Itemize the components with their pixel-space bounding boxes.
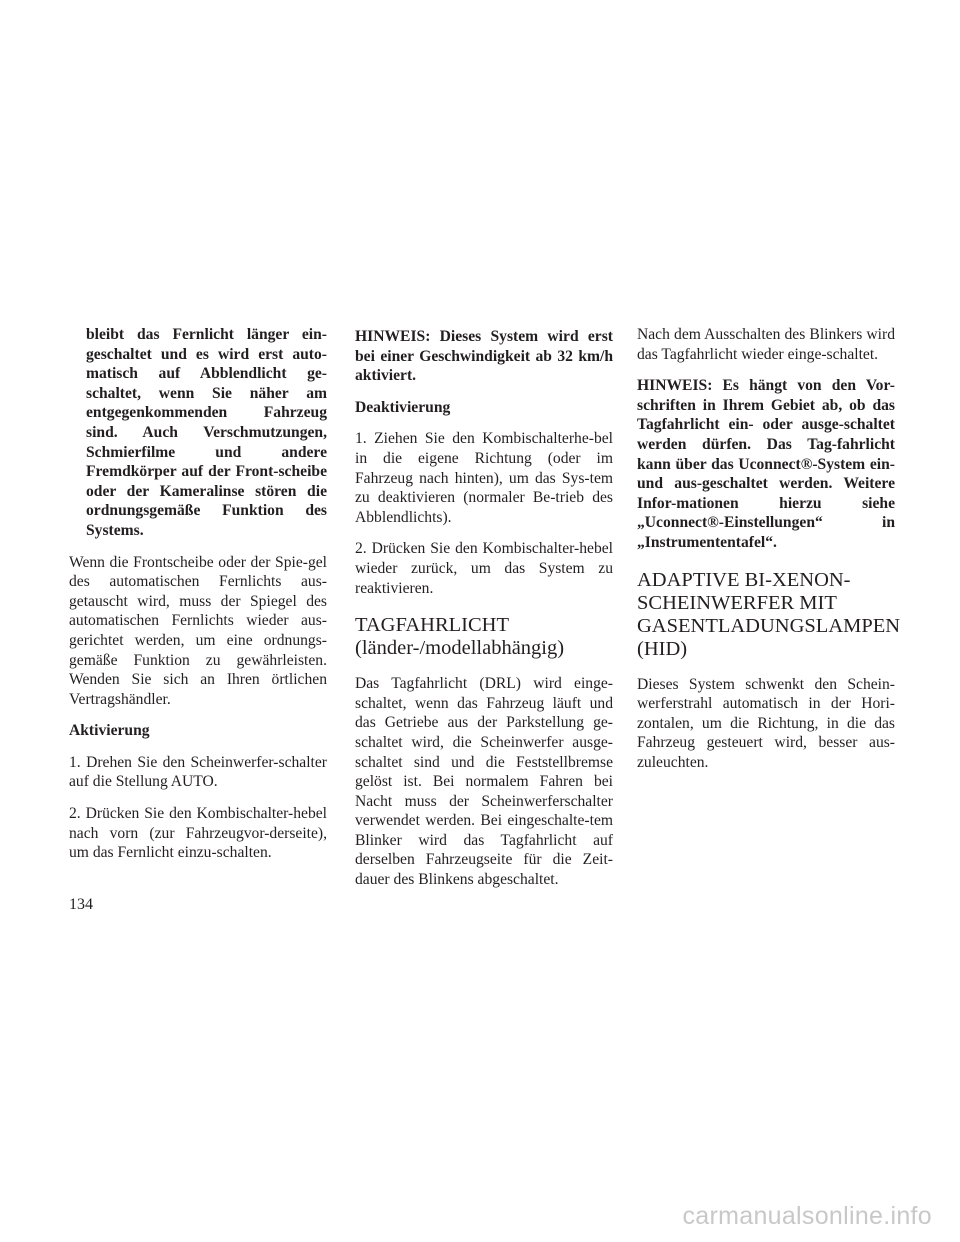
page-number: 134 <box>69 896 93 913</box>
drl-heading-line-1: TAGFAHRLICHT <box>355 614 510 637</box>
column-1 <box>69 325 327 875</box>
drl-continuation: Nach dem Ausschalten des Blinkers wird das Tagfahrlicht wieder einge-schaltet. <box>637 326 895 363</box>
hid-heading-line-1: ADAPTIVE BI-XENON- <box>637 568 851 591</box>
drl-heading <box>355 614 613 660</box>
column-3 <box>637 325 901 785</box>
speed-note: HINWEIS: Dieses System wird erst bei einer Geschwindigkeit ab 32 km/h aktiviert. <box>355 328 613 385</box>
hid-paragraph: Dieses System schwenkt den Schein-werferstrahl automatisch in der Hori-zontalen, um die Richtung, in die das Fahrzeug gesteuert wird, besser aus-zuleuchten. <box>637 675 895 771</box>
column-2 <box>355 327 613 902</box>
warning-continuation: bleibt das Fernlicht länger ein-geschaltet und es wird erst auto-matisch auf Abblendlicht ge-schaltet, wenn Sie näher am entgegenkommenden Fahrzeug sind. Auch Verschmutzungen, Schmierfilme und andere Fremdkörper auf der Front-scheibe oder der Kameralinse stören die ordnungsgemäße Funktion des Systems. <box>86 326 327 539</box>
region-note: HINWEIS: Es hängt von den Vor-schriften in Ihrem Gebiet ab, ob das Tagfahrlicht ein- oder ausge-schaltet werden dürfen. Das Tag-fahrlicht kann über das Uconnect®-System ein- und aus-geschaltet werden. Weitere Infor-mationen hierzu siehe „Uconnect®-Einstellungen“ in „Instrumententafel“. <box>637 377 895 551</box>
drl-heading-line-2: (länder-/modellabhängig) <box>355 637 565 660</box>
hid-heading-line-3: GASENTLADUNGSLAMPEN <box>637 614 901 637</box>
hid-heading-line-2: SCHEINWERFER MIT <box>637 591 837 614</box>
activation-heading: Aktivierung <box>69 722 150 740</box>
hid-heading-line-4: (HID) <box>637 637 688 660</box>
deactivation-heading: Deaktivierung <box>355 398 451 416</box>
activation-step-1: 1. Drehen Sie den Scheinwerfer-schalter auf die Stellung AUTO. <box>69 753 327 791</box>
watermark: carmanualsonline.info <box>682 1202 932 1230</box>
deactivation-step-2: 2. Drücken Sie den Kombischalter-hebel wieder zurück, um das System zu reaktivieren. <box>355 540 613 597</box>
windshield-paragraph: Wenn die Frontscheibe oder der Spie-gel des automatischen Fernlichts aus-getauscht wird, muss der Spiegel des automatischen Fernlichts wieder aus-gerichtet werden, um eine ordnungs-gemäße Funktion zu gewährleisten. Wenden Sie sich an Ihren örtlichen Vertragshändler. <box>69 553 327 708</box>
drl-paragraph: Das Tagfahrlicht (DRL) wird einge-schaltet, wenn das Fahrzeug läuft und das Getriebe aus der Parkstellung ge-schaltet wird, die Scheinwerfer ausge-schaltet sind und die Feststellbremse gelöst ist. Bei normalem Fahren bei Nacht muss der Scheinwerferschalter verwendet werden. Bei eingeschalte-tem Blinker wird das Tagfahrlicht auf derselben Fahrzeugseite für die Zeit-dauer des Blinkens abgeschaltet. <box>355 675 613 889</box>
deactivation-step-1: 1. Ziehen Sie den Kombischalterhe-bel in die eigene Richtung (oder im Fahrzeug nach hinten), um das Sys-tem zu deaktivieren (normaler Be-trieb des Abblendlichts). <box>355 430 613 526</box>
activation-step-2: 2. Drücken Sie den Kombischalter-hebel nach vorn (zur Fahrzeugvor-derseite), um das Fernlicht einzu-schalten. <box>69 805 327 862</box>
hid-heading <box>637 568 901 661</box>
